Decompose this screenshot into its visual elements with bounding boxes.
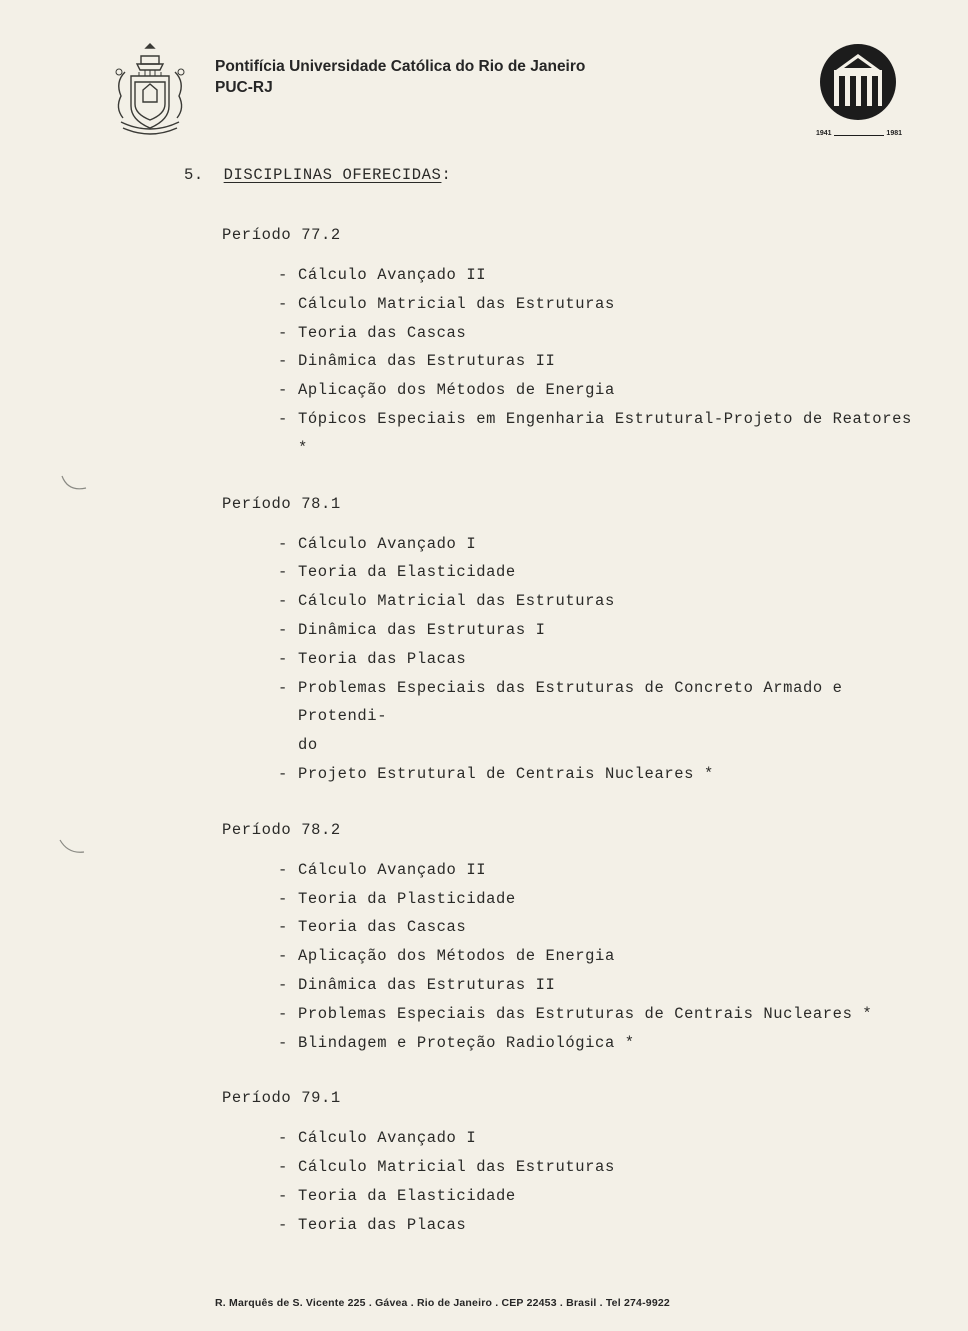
- course-name: Cálculo Avançado I: [298, 1129, 477, 1148]
- course-item: [222, 1211, 922, 1240]
- bullet-dash: -: [278, 918, 288, 937]
- course-name: Cálculo Matricial das Estruturas: [298, 592, 615, 611]
- course-item: [222, 856, 922, 885]
- period-label: Período 78.1: [222, 494, 341, 513]
- footer-address: R. Marquês de S. Vicente 225 . Gávea . Rio de Janeiro . CEP 22453 . Brasil . Tel 274-9922: [215, 1297, 670, 1309]
- bullet-dash: -: [278, 592, 288, 611]
- course-item: [222, 530, 922, 559]
- course-name: Tópicos Especiais em Engenharia Estrutural-Projeto de Reatores *: [298, 409, 912, 457]
- bullet-dash: -: [278, 1158, 288, 1177]
- bullet-dash: -: [278, 1004, 288, 1023]
- course-item: [222, 261, 922, 290]
- period-label: Período 78.2: [222, 820, 341, 839]
- bullet-dash: -: [278, 352, 288, 371]
- section-title: DISCIPLINAS OFERECIDAS: [223, 166, 442, 184]
- bullet-dash: -: [278, 294, 288, 313]
- anniversary-end-year: 1981: [886, 130, 902, 137]
- course-name: Teoria das Cascas: [298, 323, 467, 342]
- punch-hole-mark: [58, 838, 88, 858]
- course-name: Cálculo Avançado II: [298, 860, 487, 879]
- bullet-dash: -: [278, 381, 288, 400]
- anniversary-years: [816, 130, 902, 137]
- bullet-dash: -: [278, 1215, 288, 1234]
- course-name: Aplicação dos Métodos de Energia: [298, 947, 615, 966]
- course-name: Teoria da Elasticidade: [298, 1186, 516, 1205]
- period-label: Período 79.1: [222, 1089, 341, 1108]
- bullet-dash: -: [278, 620, 288, 639]
- course-name: Cálculo Avançado II: [298, 266, 487, 284]
- institution-name: Pontifícia Universidade Católica do Rio de Janeiro: [215, 58, 586, 75]
- section-heading: [184, 166, 451, 184]
- institution-abbreviation: PUC-RJ: [215, 79, 273, 96]
- anniversary-logo-icon: [812, 40, 904, 142]
- course-name: Teoria das Placas: [298, 1215, 467, 1234]
- bullet-dash: -: [278, 1186, 288, 1205]
- course-item: [222, 290, 922, 319]
- course-name: Dinâmica das Estruturas II: [298, 352, 556, 371]
- bullet-dash: -: [278, 266, 288, 284]
- course-periods: [222, 223, 922, 1269]
- course-name: Projeto Estrutural de Centrais Nucleares *: [298, 764, 714, 783]
- course-name: Aplicação dos Métodos de Energia: [298, 381, 615, 400]
- bullet-dash: -: [278, 1129, 288, 1148]
- bullet-dash: -: [278, 947, 288, 966]
- bullet-dash: -: [278, 1033, 288, 1052]
- course-name: Problemas Especiais das Estruturas de Centrais Nucleares *: [298, 1004, 873, 1023]
- course-item: [222, 760, 922, 789]
- bullet-dash: -: [278, 534, 288, 553]
- course-name: Dinâmica das Estruturas II: [298, 975, 556, 994]
- course-item: [222, 885, 922, 914]
- course-name-continuation: do: [298, 736, 318, 755]
- bullet-dash: -: [278, 323, 288, 342]
- course-item: [222, 405, 922, 463]
- course-item: [222, 558, 922, 587]
- punch-hole-mark: [60, 474, 90, 494]
- course-item: [222, 971, 922, 1000]
- university-crest-icon: [113, 42, 187, 138]
- section-colon: :: [441, 166, 452, 184]
- course-name: Cálculo Avançado I: [298, 534, 477, 553]
- course-item: [222, 942, 922, 971]
- course-item: [222, 1000, 922, 1029]
- course-name: Teoria das Cascas: [298, 918, 467, 937]
- course-item: [222, 674, 922, 760]
- bullet-dash: -: [278, 563, 288, 582]
- section-number: 5.: [184, 166, 204, 184]
- course-item: [222, 347, 922, 376]
- period-block: [222, 818, 922, 1058]
- course-name: Blindagem e Proteção Radiológica *: [298, 1033, 635, 1052]
- course-item: [222, 587, 922, 616]
- course-item: [222, 913, 922, 942]
- course-item: [222, 645, 922, 674]
- course-item: [222, 1153, 922, 1182]
- bullet-dash: -: [278, 649, 288, 668]
- course-name: Cálculo Matricial das Estruturas: [298, 294, 615, 313]
- period-block: [222, 223, 922, 463]
- course-item: [222, 616, 922, 645]
- bullet-dash: -: [278, 764, 288, 783]
- period-block: [222, 1086, 922, 1239]
- course-name-multiline: [298, 674, 922, 760]
- anniversary-divider: [834, 135, 885, 136]
- course-name: Teoria da Plasticidade: [298, 889, 516, 908]
- course-name: Teoria da Elasticidade: [298, 563, 516, 582]
- course-item: [222, 319, 922, 348]
- course-name: Teoria das Placas: [298, 649, 467, 668]
- bullet-dash: -: [278, 889, 288, 908]
- bullet-dash: -: [278, 678, 288, 697]
- course-item: [222, 1182, 922, 1211]
- period-block: [222, 492, 922, 789]
- course-name: Problemas Especiais das Estruturas de Concreto Armado e Protendi-: [298, 678, 843, 726]
- course-name: Dinâmica das Estruturas I: [298, 620, 546, 639]
- course-item: [222, 376, 922, 405]
- bullet-dash: -: [278, 409, 288, 428]
- anniversary-start-year: 1941: [816, 130, 832, 137]
- bullet-dash: -: [278, 860, 288, 879]
- course-item: [222, 1029, 922, 1058]
- letterhead-title: [215, 56, 585, 98]
- period-label: Período 77.2: [222, 226, 341, 244]
- course-name: Cálculo Matricial das Estruturas: [298, 1158, 615, 1177]
- bullet-dash: -: [278, 975, 288, 994]
- course-item: [222, 1124, 922, 1153]
